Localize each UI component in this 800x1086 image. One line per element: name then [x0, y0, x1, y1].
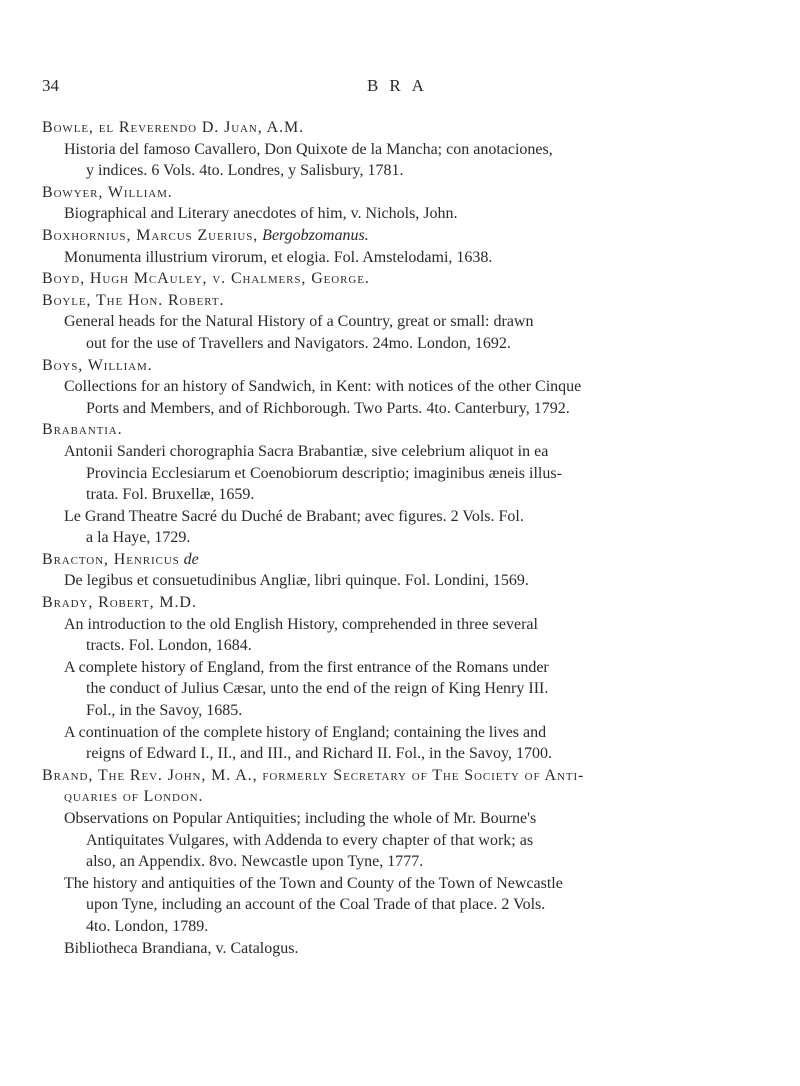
catalogue-entries [42, 117, 678, 959]
entry-description: Observations on Popular Antiquities; including the whole of Mr. Bourne's Antiquitates Vulgares, with Addenda to every chapter of that work; as also, an Appendix. 8vo. Newcastle upon Tyne, 1777. [64, 810, 537, 871]
running-head: BRA [367, 76, 435, 95]
page-number: 34 [42, 76, 59, 95]
entry-description: De legibus et consuetudinibus Angliæ, libri quinque. Fol. Londini, 1569. [64, 572, 529, 590]
entry-bowyer [42, 182, 678, 225]
entry-boys [42, 355, 678, 420]
entry-heading: Boyd, Hugh McAuley, v. Chalmers, George. [42, 270, 370, 288]
entry-heading: Bowle, el Reverendo D. Juan, A.M. [42, 119, 305, 136]
entry-description: A complete history of England, from the first entrance of the Romans under the conduct of Julius Cæsar, unto the end of the reign of King Henry III. Fol., in the Savoy, 1685. [64, 658, 549, 720]
entry-boyle [42, 290, 678, 355]
entry-description: An introduction to the old English History, comprehended in three several tracts. Fol. London, 1684. [64, 615, 538, 655]
entry-description: Biographical and Literary anecdotes of him, v. Nichols, John. [64, 205, 458, 223]
entry-description: Historia del famoso Cavallero, Don Quixote de la Mancha; con anotaciones, y indices. 6 Vols. 4to. Londres, y Salisbury, 1781. [64, 140, 553, 180]
entry-description: General heads for the Natural History of a Country, great or small: drawn out for the use of Travellers and Navigators. 24mo. London, 1692. [64, 313, 534, 352]
entry-brabantia [42, 419, 678, 549]
entry-description: Le Grand Theatre Sacré du Duché de Brabant; avec figures. 2 Vols. Fol. a la Haye, 1729. [64, 507, 524, 547]
entry-bracton [42, 549, 678, 592]
entry-heading: Boyle, The Hon. Robert. [42, 291, 225, 309]
entry-heading: Boxhornius, Marcus Zuerius, Bergobzomanus. [42, 226, 369, 244]
entry-heading-continuation: quaries of London. [64, 788, 204, 806]
entry-heading: Brabantia. [42, 421, 123, 439]
entry-description: Antonii Sanderi chorographia Sacra Brabantiæ, sive celebrium aliquot in ea Provincia Ecclesiarum et Coenobiorum descriptio; imaginibus æneis illus- trata. Fol. Bruxellæ, 1659. [64, 442, 562, 504]
entry-heading: Brand, The Rev. John, M. A., formerly Secretary of The Society of Anti- [42, 766, 585, 784]
entry-description: Monumenta illustrium virorum, et elogia. Fol. Amstelodami, 1638. [64, 248, 493, 266]
entry-heading: Bowyer, William. [42, 183, 173, 201]
entry-description: The history and antiquities of the Town and County of the Town of Newcastle upon Tyne, including an account of the Coal Trade of that place. 2 Vols. 4to. London, 1789. [64, 874, 563, 935]
entry-bowle [42, 117, 678, 182]
entry-heading: Brady, Robert, M.D. [42, 594, 197, 612]
entry-description: A continuation of the complete history of England; containing the lives and reigns of Edward I., II., and III., and Richard II. Fol., in the Savoy, 1700. [64, 723, 552, 763]
entry-boyd [42, 268, 678, 290]
entry-brady [42, 592, 678, 765]
page-header [42, 76, 642, 102]
entry-boxhornius [42, 225, 678, 268]
entry-heading: Bracton, Henricus de [42, 550, 199, 568]
entry-heading: Boys, William. [42, 356, 153, 374]
entry-brand [42, 765, 678, 959]
entry-description: Collections for an history of Sandwich, in Kent: with notices of the other Cinque Ports and Members, and of Richborough. Two Parts. 4to. Canterbury, 1792. [64, 378, 582, 417]
entry-description: Bibliotheca Brandiana, v. Catalogus. [64, 939, 299, 957]
